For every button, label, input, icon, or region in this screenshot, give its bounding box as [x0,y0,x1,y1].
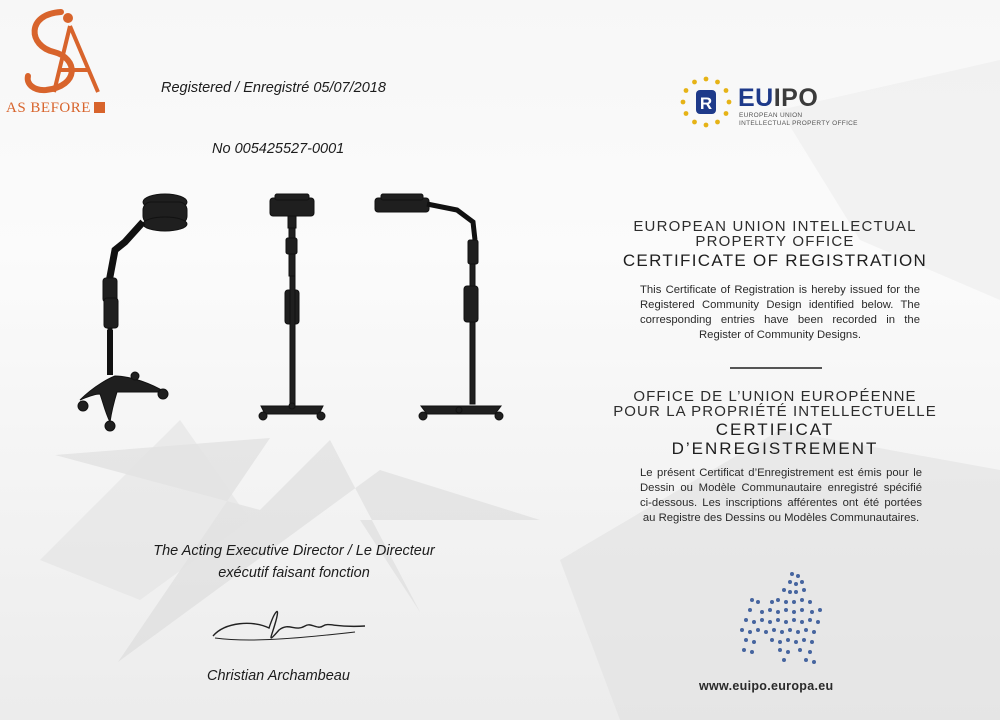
as-before-logo-text: AS BEFORE [6,100,105,117]
eu-stars-emblem-icon [678,74,734,130]
design-drawings [55,180,525,440]
french-body: Le présent Certificat d’Enregistrement est émis pour le Dessin ou Modèle Communautaire enregistré spécifié ci-dessous. Les inscriptions afférentes ont été portées au Registre des Dessins ou Modèles Communautaires. [640,467,922,524]
signatory-name: Christian Archambeau [207,668,350,684]
french-heading-line-2: POUR LA PROPRIÉTÉ INTELLECTUELLE [613,403,937,420]
design-view-side [375,194,503,420]
french-title-line-2: D’ENREGISTREMENT [671,439,879,458]
english-heading-line-1: EUROPEAN UNION INTELLECTUAL [633,218,917,235]
signatory-role-line-2: exécutif faisant fonction [218,565,370,581]
french-section [585,389,965,457]
logo-square-icon [94,102,105,113]
handwritten-signature [205,600,375,650]
design-view-perspective [78,194,187,431]
euipo-tagline: EUROPEAN UNION INTELLECTUAL PROPERTY OFFICE [739,112,858,127]
french-heading-line-1: OFFICE DE L’UNION EUROPÉENNE [633,388,917,405]
website-url: www.euipo.europa.eu [699,679,834,693]
english-section [585,219,965,271]
french-title-line-1: CERTIFICAT [715,420,835,439]
svg-text:R: R [699,94,713,113]
english-title: CERTIFICATE OF REGISTRATION [622,251,928,270]
euipo-logo [678,74,878,130]
design-view-front [259,194,325,420]
registered-date: Registered / Enregistré 05/07/2018 [161,80,386,96]
english-heading-line-2: PROPERTY OFFICE [695,233,855,250]
english-body: This Certificate of Registration is hereby issued for the Registered Community Design identified below. The corresponding entries have been recorded in the Register of Community Designs. [640,284,920,341]
euipo-wordmark: EUIPO [738,84,819,112]
europe-map-icon [732,566,832,670]
as-before-logo [6,4,122,122]
section-divider [730,367,822,369]
registration-number: No 005425527-0001 [212,141,345,157]
signatory-role [134,540,454,584]
as-before-monogram-icon [6,4,122,99]
signatory-role-line-1: The Acting Executive Director / Le Directeur [153,543,435,559]
